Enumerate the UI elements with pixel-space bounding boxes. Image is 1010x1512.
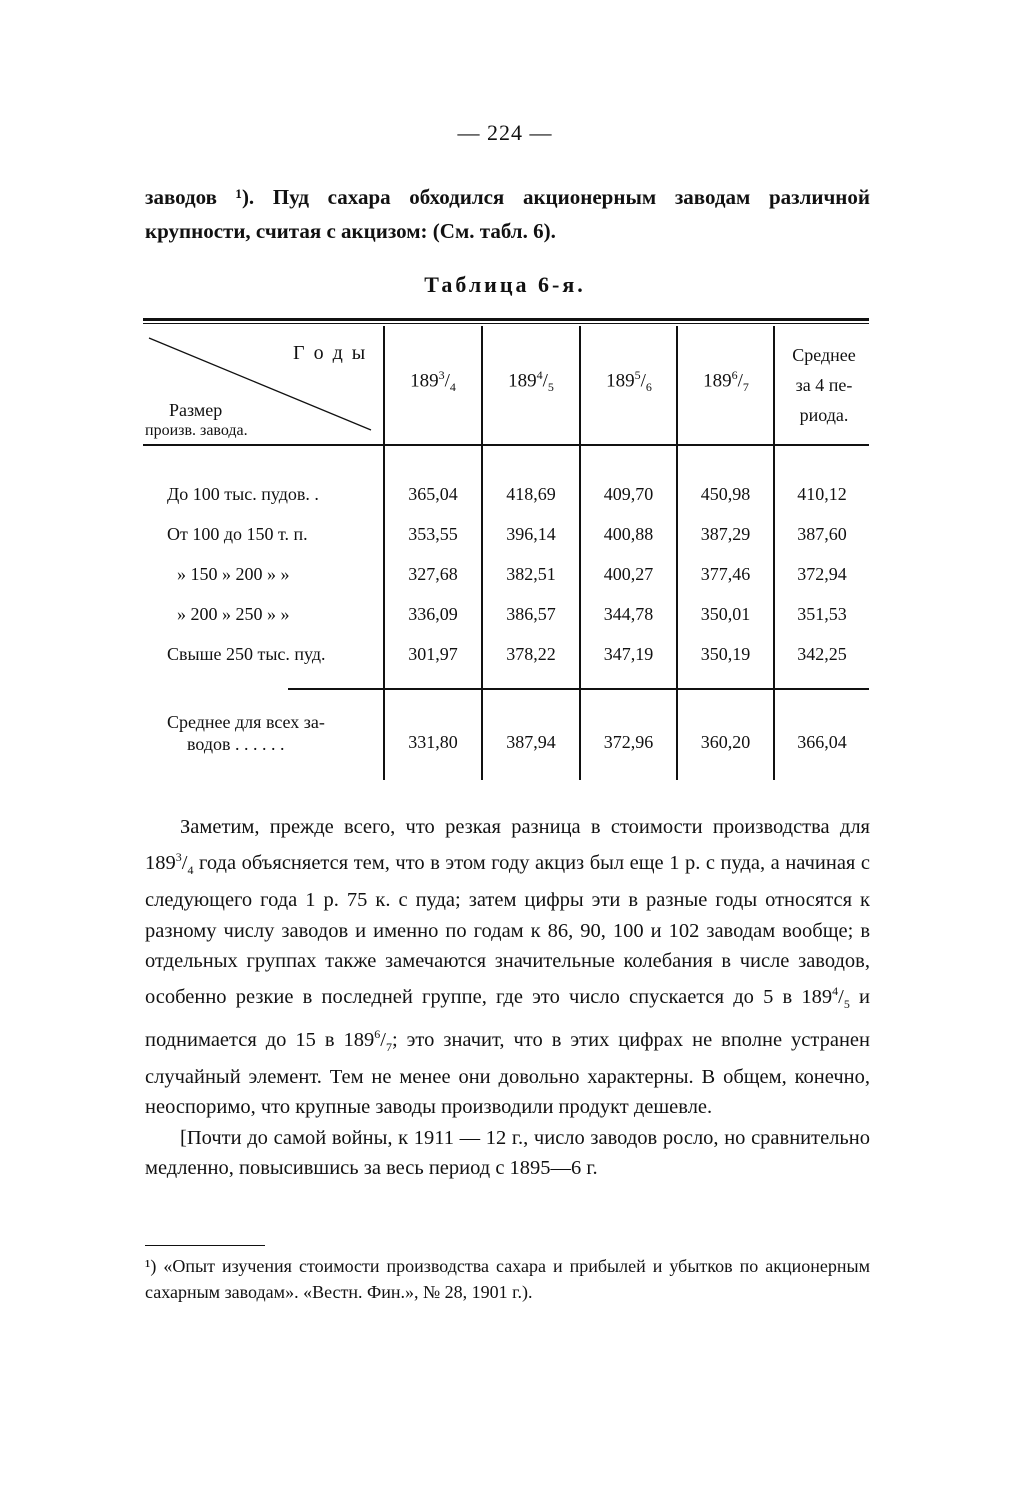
text-run: и поднимается до 15 в	[145, 985, 870, 1051]
header-period-1895: $189^4/_5$	[508, 368, 554, 395]
table-col-divider	[579, 326, 581, 780]
row-label: » 150 » 200 » »	[177, 564, 290, 584]
table-cell: 377,46	[700, 564, 751, 584]
period-base: 189	[508, 370, 537, 392]
table-cell: 378,22	[506, 644, 556, 664]
period-sup: 4	[536, 368, 543, 382]
cost-table	[143, 318, 869, 780]
period-sub: 6	[645, 380, 652, 395]
period-base: 189	[606, 370, 635, 392]
table-cell: 365,04	[408, 484, 458, 504]
footnote-rule	[145, 1245, 265, 1246]
total-cell: 387,94	[506, 732, 556, 752]
table-cell: 400,88	[603, 524, 654, 544]
text-run: Заметим, прежде всего, что резкая разница в стоимости производства для	[180, 816, 870, 838]
table-col-divider	[773, 326, 775, 780]
year-sup: 6	[374, 1027, 381, 1042]
table-col-divider	[481, 326, 483, 780]
table-col-divider	[383, 326, 385, 780]
table-title: Таблица 6-я.	[424, 272, 586, 297]
total-cell: 372,96	[603, 732, 654, 752]
table-cell: 387,60	[797, 524, 847, 544]
table-cell: 387,29	[700, 524, 751, 544]
header-period-1897: $189^6/_7$	[703, 368, 749, 395]
table-cell: 418,69	[506, 484, 556, 504]
total-cell: 366,04	[797, 732, 847, 752]
table-cell: 350,19	[700, 644, 751, 664]
table-col-divider	[676, 326, 678, 780]
table-cell: 386,57	[506, 604, 556, 624]
table-cell: 336,09	[408, 604, 458, 624]
table-cell: 353,55	[408, 524, 458, 544]
total-cell: 331,80	[408, 732, 458, 752]
row-label: » 200 » 250 » »	[177, 604, 290, 624]
year-sub: 4	[187, 863, 194, 878]
header-years-label: Г о д ы	[293, 342, 368, 364]
total-cell: 360,20	[700, 732, 751, 752]
total-label: водов . . . . . .	[187, 734, 285, 754]
header-size-label: произв. завода.	[145, 422, 248, 439]
page-number: — 224 —	[457, 120, 553, 145]
period-sup: 3	[438, 368, 445, 382]
avg-head-line: Среднее	[792, 345, 856, 365]
text-run: ; это значит, что в этих цифрах не вполне устранен случайный элемент. Тем не менее они довольно характерны. В общем, конечно, неоспоримо, что крупные заводы производили продукт дешевле.	[145, 1028, 870, 1119]
body-text	[145, 812, 870, 1183]
table-cell: 301,97	[408, 644, 458, 664]
intro-paragraph: заводов ¹). Пуд сахара обходился акционерным заводам различной крупности, считая с акцизом: (См. табл. 6).	[145, 185, 870, 243]
footnote: ¹) «Опыт изучения стоимости производства сахара и прибылей и убытков по акционерным сахарным заводам». «Вестн. Фин.», № 28, 1901 г.).	[145, 1256, 870, 1302]
year-sub: 5	[843, 996, 850, 1011]
avg-head-line: за 4 пе-	[795, 375, 853, 395]
header-period-1894: $189^3/_4$	[410, 368, 456, 395]
body-paragraph-2: [Почти до самой войны, к 1911 — 12 г., число заводов росло, но сравнительно медленно, повысившись за весь период с 1895—6 г.	[145, 1126, 870, 1179]
year-base: 189	[343, 1028, 375, 1051]
year-base: 189	[145, 852, 176, 875]
table-cell: 327,68	[408, 564, 458, 584]
table-cell: 410,12	[797, 484, 847, 504]
row-label: До 100 тыс. пудов. .	[167, 484, 319, 504]
table-header-rule	[143, 444, 869, 446]
table-cell: 409,70	[603, 484, 654, 504]
table-cell: 400,27	[603, 564, 654, 584]
table-cell: 344,78	[603, 604, 654, 624]
body-paragraph-1: Заметим, прежде всего, что резкая разница в стоимости производства для $189^3/_4$ года объясняется тем, что в этом году акциз был еще 1 р. с пуда, а начиная с следующего года 1 р. 75 к. с пуда; затем цифры эти в разные годы относятся к разному числу заводов и именно по годам к 86, 90, 100 и 102 заводам вообще; в отдельных группах также замечаются значительные колебания в числе заводов, особенно резкие в последней группе, где это число спускается до 5 в $189^4/_5$ и поднимается до 15 в $189^6/_7$; это значит, что в этих цифрах не вполне устранен случайный элемент. Тем не менее они довольно характерны. В общем, конечно, неоспоримо, что крупные заводы производили продукт дешевле.	[145, 816, 870, 1119]
year-sub: 7	[385, 1039, 392, 1054]
period-base: 189	[703, 370, 732, 392]
period-base: 189	[410, 370, 439, 392]
table-cell: 350,01	[700, 604, 751, 624]
period-sub: 5	[547, 380, 554, 395]
header-size-label: Размер	[169, 400, 223, 420]
avg-head-line: риода.	[799, 405, 849, 425]
table-cell: 396,14	[506, 524, 556, 544]
total-label: Среднее для всех за-	[167, 712, 325, 732]
row-label: Свыше 250 тыс. пуд.	[167, 644, 326, 664]
year-base: 189	[801, 985, 833, 1008]
period-sup: 5	[634, 368, 641, 382]
text-run: года объясняется тем, что в этом году акциз был еще 1 р. с пуда, а начиная с следующего года 1 р. 75 к. с пуда; затем цифры эти в разные годы относятся к разному числу заводов и именно по годам к 86, 90, 100 и 102 заводам вообще; в отдельных группах также замечаются значительные колебания в числе заводов, особенно резкие в последней группе, где это число спускается до 5 в	[145, 852, 870, 1008]
header-average	[778, 340, 870, 430]
header-period-1896: $189^5/_6$	[606, 368, 652, 395]
period-sup: 6	[731, 368, 738, 382]
table-cell: 342,25	[797, 644, 847, 664]
table-cell: 382,51	[506, 564, 556, 584]
row-label: От 100 до 150 т. п.	[167, 524, 308, 544]
table-cell: 372,94	[797, 564, 847, 584]
table-cell: 351,53	[797, 604, 847, 624]
table-cell: 347,19	[603, 644, 654, 664]
table-cell: 450,98	[700, 484, 751, 504]
period-sub: 7	[742, 380, 749, 395]
year-sup: 3	[175, 850, 182, 865]
year-sup: 4	[832, 983, 839, 998]
period-sub: 4	[449, 380, 456, 395]
